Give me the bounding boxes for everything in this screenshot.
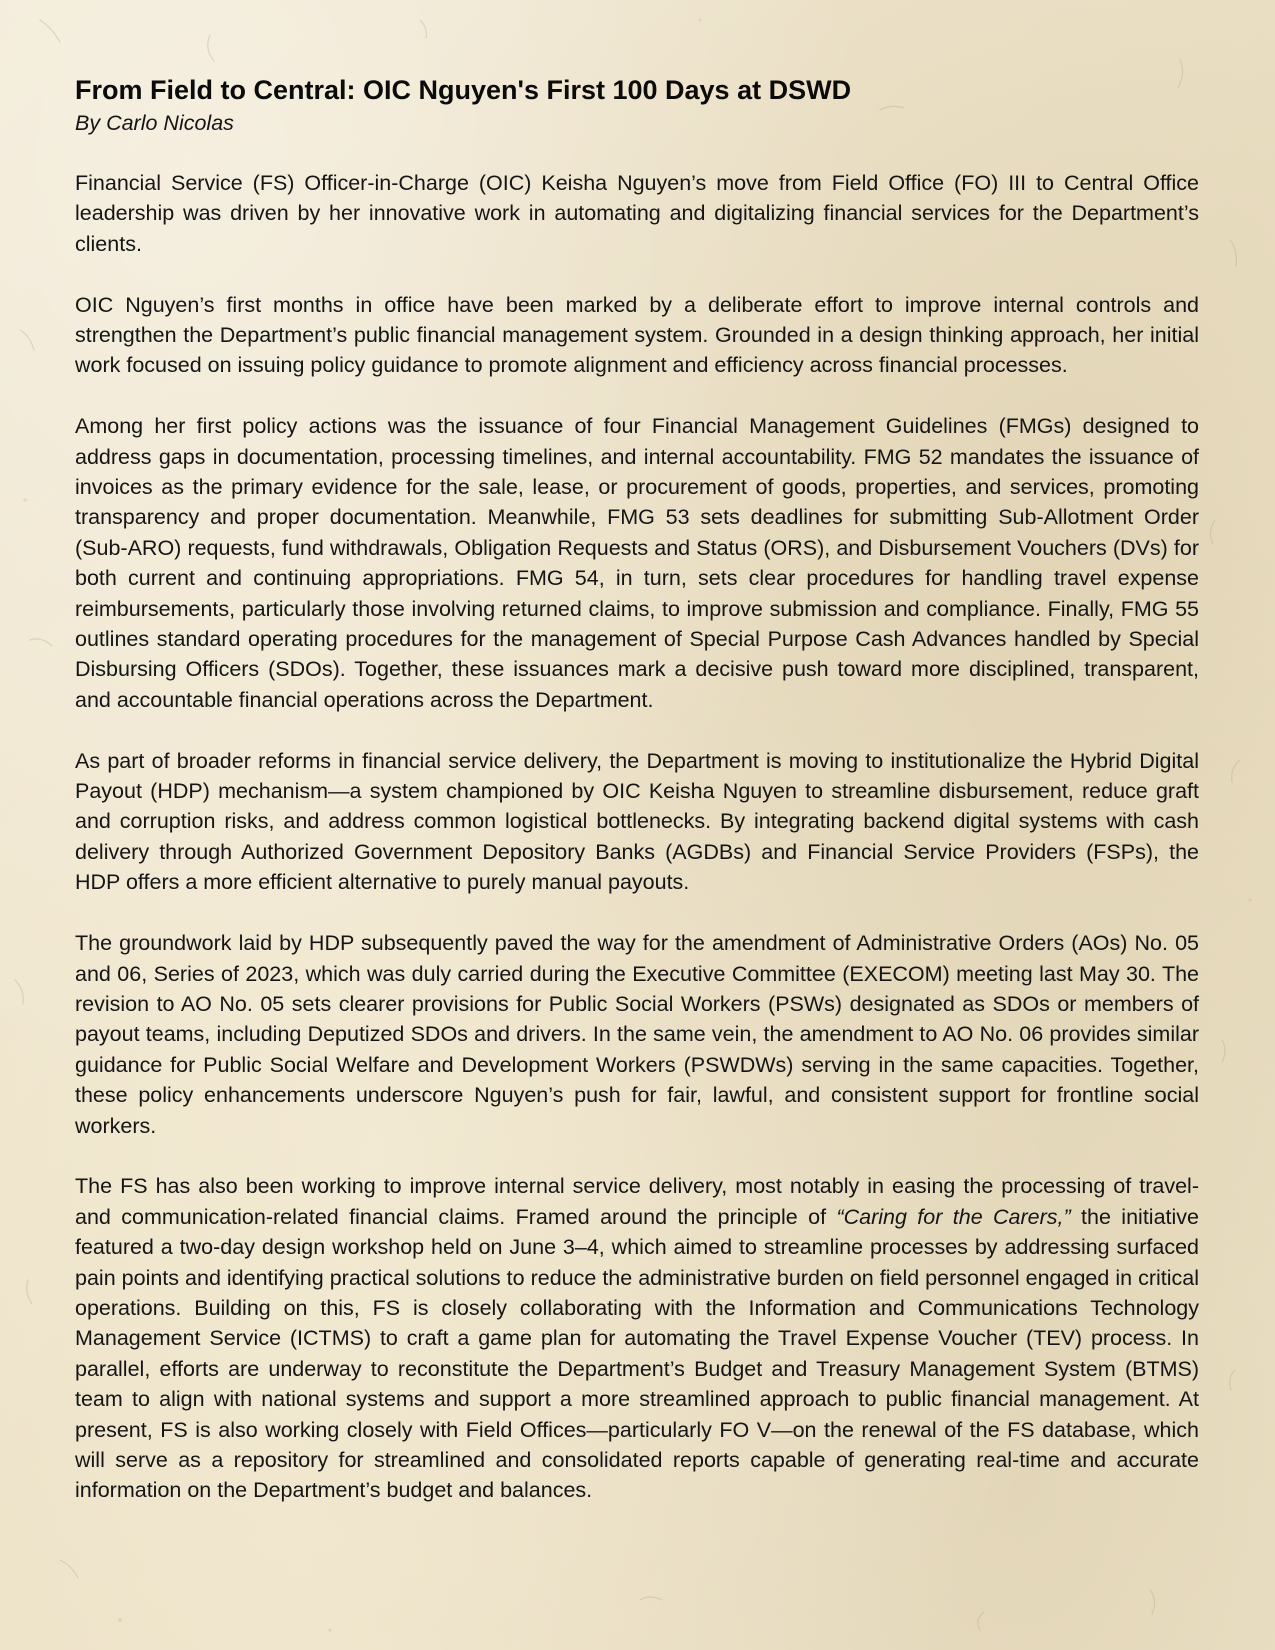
caring-for-the-carers-emphasis: “Caring for the Carers,” [836, 1204, 1071, 1229]
article-title: From Field to Central: OIC Nguyen's First 100 Days at DSWD [75, 75, 852, 105]
paragraph-ao-amendments: The groundwork laid by HDP subsequently paved the way for the amendment of Administrative Orders (AOs) No. 05 and 06, Series of 2023, which was duly carried during the Executive Committee (EXECOM) meeting last May 30. The revision to AO No. 05 sets clearer provisions for Public Social Workers (PSWs) designated as SDOs or members of payout teams, including Deputized SDOs and drivers. In the same vein, the amendment to AO No. 06 provides similar guidance for Public Social Welfare and Development Workers (PSWDWs) serving in the same capacities. Together, these policy enhancements underscore Nguyen’s push for fair, lawful, and consistent support for frontline social workers. [75, 931, 1199, 1138]
paragraph-fmg-guidelines: Among her first policy actions was the issuance of four Financial Management Guidelines (FMGs) designed to address gaps in documentation, processing timelines, and internal accountability. FMG 52 mandates the issuance of invoices as the primary evidence for the sale, lease, or procurement of goods, properties, and services, promoting transparency and proper documentation. Meanwhile, FMG 53 sets deadlines for submitting Sub-Allotment Order (Sub-ARO) requests, fund withdrawals, Obligation Requests and Status (ORS), and Disbursement Vouchers (DVs) for both current and continuing appropriations. FMG 54, in turn, sets clear procedures for handling travel expense reimbursements, particularly those involving returned claims, to improve submission and compliance. Finally, FMG 55 outlines standard operating procedures for the management of Special Purpose Cash Advances handled by Special Disbursing Officers (SDOs). Together, these issuances mark a decisive push toward more disciplined, transparent, and accountable financial operations across the Department. [75, 414, 1199, 712]
paragraph-text-after: the initiative featured a two-day design workshop held on June 3–4, which aimed to streamline processes by addressing surfaced pain points and identifying practical solutions to reduce the administrative burden on field personnel engaged in critical operations. Building on this, FS is closely collaborating with the Information and Communications Technology Management Service (ICTMS) to craft a game plan for automating the Travel Expense Voucher (TEV) process. In parallel, efforts are underway to reconstitute the Department’s Budget and Treasury Management System (BTMS) team to align with national systems and support a more streamlined approach to public financial management. At present, FS is also working closely with Field Offices—particularly FO V—on the renewal of the FS database, which will serve as a repository for streamlined and consolidated reports capable of generating real-time and accurate information on the Department’s budget and balances. [75, 1204, 1199, 1503]
article-byline: By Carlo Nicolas [75, 111, 234, 135]
paragraph-internal-service-delivery [75, 1171, 1199, 1505]
paragraph-first-months: OIC Nguyen’s first months in office have been marked by a deliberate effort to improve internal controls and strengthen the Department’s public financial management system. Grounded in a design thinking approach, her initial work focused on issuing policy guidance to promote alignment and efficiency across financial processes. [75, 292, 1199, 378]
paragraph-hybrid-digital-payout: As part of broader reforms in financial service delivery, the Department is moving to institutionalize the Hybrid Digital Payout (HDP) mechanism—a system championed by OIC Keisha Nguyen to streamline disbursement, reduce graft and corruption risks, and address common logistical bottlenecks. By integrating backend digital systems with cash delivery through Authorized Government Depository Banks (AGDBs) and Financial Service Providers (FSPs), the HDP offers a more efficient alternative to purely manual payouts. [75, 748, 1199, 895]
article [75, 72, 1199, 1506]
paragraph-text-before: The FS has also been working to improve internal service delivery, most notably in easing the processing of travel- and communication-related financial claims. Framed around the principle of [75, 1174, 1199, 1229]
paragraph-intro: Financial Service (FS) Officer-in-Charge (OIC) Keisha Nguyen’s move from Field Office (FO) III to Central Office leadership was driven by her innovative work in automating and digitalizing financial services for the Department’s clients. [75, 171, 1199, 256]
